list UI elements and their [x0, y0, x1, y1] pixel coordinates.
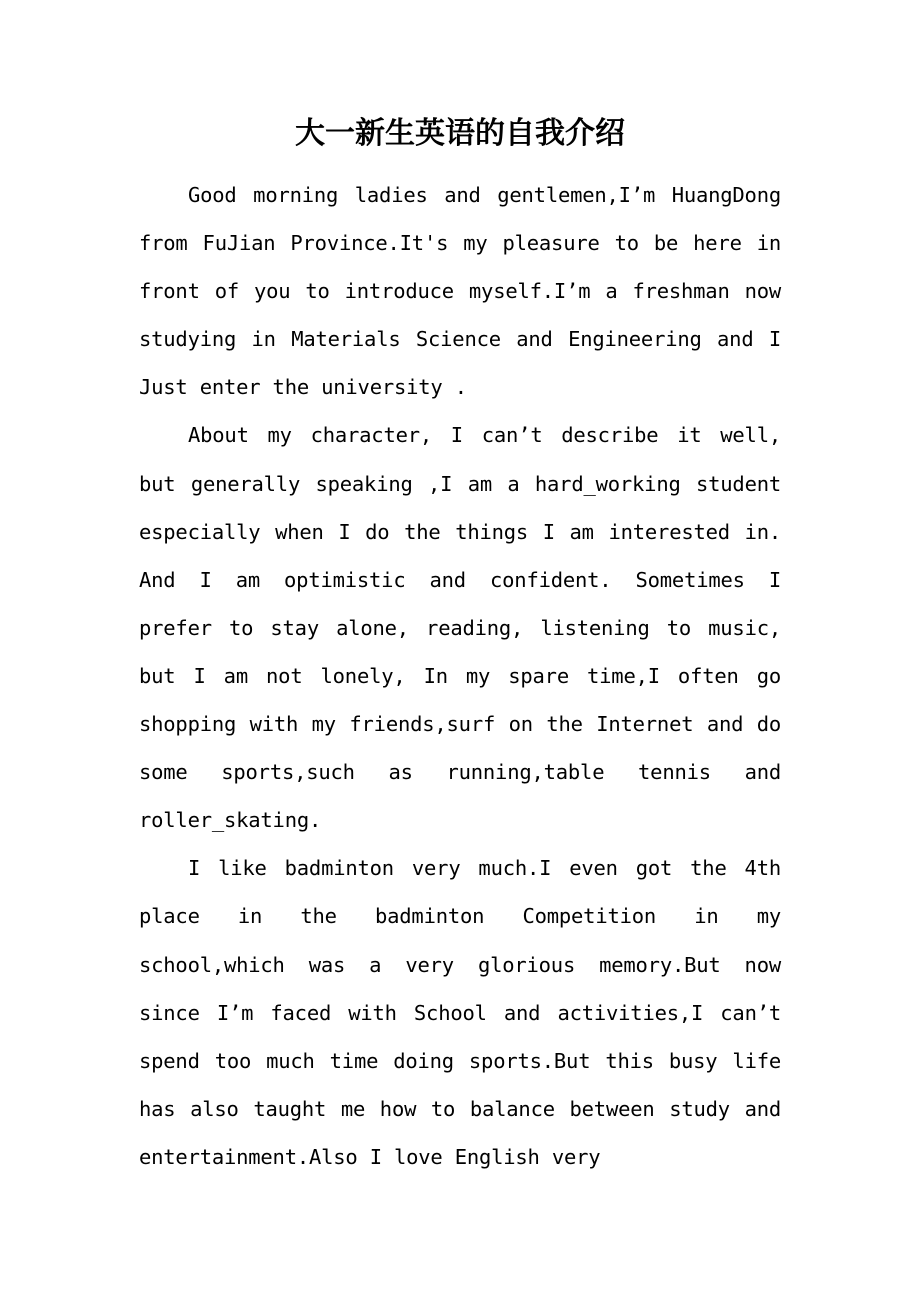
- document-title: 大一新生英语的自我介绍: [295, 116, 625, 151]
- paragraph-introduction: Good morning ladies and gentlemen,I’m HuangDong from FuJian Province.It's my pleasure to be here in front of you to introduce myself.I’m a freshman now studying in Materials Science and Engineering and I Just enter the university .: [139, 183, 781, 400]
- paragraph-character: About my character, I can’t describe it well, but generally speaking ,I am a hard_working student especially when I do the things I am interested in. And I am optimistic and confident. Sometimes I prefer to stay alone, reading, listening to music, but I am not lonely, In my spare time,I often go shopping with my friends,surf on the Internet and do some sports,such as running,table tennis and roller_skating.: [139, 423, 781, 833]
- document-body: [139, 171, 781, 1181]
- paragraph-hobbies: I like badminton very much.I even got the 4th place in the badminton Competition in my school,which was a very glorious memory.But now since I’m faced with School and activities,I can’t spend too much time doing sports.But this busy life has also taught me how to balance between study and entertainment.Also I love English very: [139, 856, 781, 1169]
